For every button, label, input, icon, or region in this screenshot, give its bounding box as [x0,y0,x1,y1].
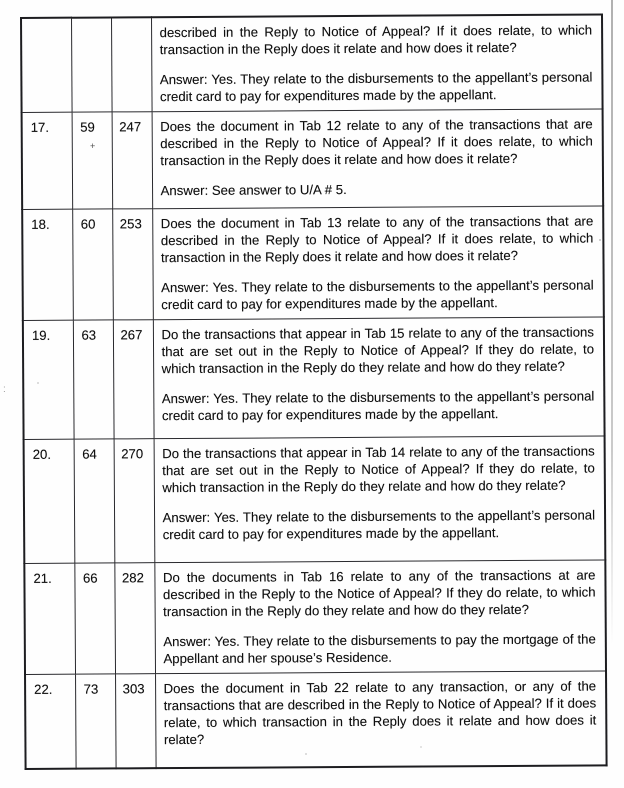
question-paragraph: Does the document in Tab 13 relate to any of the transactions that are described in the Reply to Notice of Appeal? If it does relate, to which transaction in the Reply does it relate and how does it relate? [160,213,594,266]
scan-speck [37,382,39,384]
question-paragraph: Do the transactions that appear in Tab 14 relate to any of the transactions that are set out in the Reply to Notice of Appeal? If they do relate, to which transaction in the Reply do they relate and how do they relate? [162,443,595,496]
ref2-cell: 253 [112,209,153,320]
item-number-cell: 17. [22,112,73,209]
scan-speck [305,753,307,755]
question-cell [151,14,603,111]
ref1-cell: 63 [73,320,114,439]
question-paragraph: described in the Reply to Notice of Appeal? If it does relate, to which transaction in the Reply does it relate and how does it relate? [159,22,593,58]
answer-paragraph: Answer: Yes. They relate to the disbursements to the appellant’s personal credit card to pay for expenditures made by the appellant. [162,507,596,543]
ref2-cell: 270 [114,439,155,563]
question-cell [152,206,604,320]
ref2-cell: 247 [112,112,153,209]
scan-page-edge-line [611,0,613,645]
question-cell [155,671,607,768]
ref2-cell: 267 [113,320,154,439]
scan-stray-mark: + [90,141,96,151]
question-paragraph: Do the documents in Tab 16 relate to any of the transactions at are described in the Reply to the Notice of Appeal? If they do relate, to which transaction in the Reply do they relate and how do they relate? [162,567,596,620]
ref2-cell: 282 [114,563,155,674]
table-row [24,560,606,675]
answer-paragraph: Answer: Yes. They relate to the disbursements to the appellant’s personal credit card to pay for expenditures made by the appellant. [159,69,593,105]
answer-paragraph: Answer: Yes. They relate to the disbursements to the appellant’s personal credit card to pay for expenditures made by the appellant. [161,388,595,424]
ref2-cell [111,17,152,112]
item-number-cell [21,18,72,113]
ref2-cell: 303 [115,674,156,769]
question-paragraph: Does the document in Tab 12 relate to any of the transactions that are described in the Reply to Notice of Appeal? If it does relate, to which transaction in the Reply does it relate and how does it relate? [160,116,593,169]
answer-paragraph: Answer: See answer to U/A # 5. [160,182,347,199]
question-paragraph: Do the transactions that appear in Tab 15 relate to any of the transactions that are set out in the Reply to Notice of Appeal? If they do relate, to which transaction in the Reply do they relate and how do they relate? [161,324,595,377]
table-row [24,436,606,564]
scan-speck [599,239,601,241]
answer-paragraph: Answer: Yes. They relate to the disbursements to the appellant’s personal credit card to pay for expenditures made by the appellant. [161,277,594,313]
ref1-cell [71,17,112,112]
ref1-cell: 73 [75,674,116,769]
answer-paragraph: Answer: Yes. They relate to the disbursements to pay the mortgage of the Appellant and her spouse’s Residence. [163,631,596,667]
ref1-cell: 60 [72,209,113,320]
scan-speck [170,742,172,744]
table-row [25,671,607,769]
question-cell [153,317,605,439]
scan-stray-mark: : [3,384,6,395]
ref1-cell: 66 [74,563,115,674]
qa-table [20,13,608,770]
item-number-cell: 19. [23,320,74,439]
table-row [22,109,604,210]
question-cell [154,560,606,674]
item-number-cell: 21. [24,563,75,674]
item-number-cell: 20. [24,439,75,563]
question-paragraph: Does the document in Tab 22 relate to any transaction, or any of the transactions that are described in the Reply to Notice of Appeal? If it does relate, to which transaction in the Reply does it relate and how does it relate? [163,678,597,748]
ref1-cell: 59 [72,112,113,209]
table-row [23,317,605,440]
item-number-cell: 22. [25,674,76,769]
item-number-cell: 18. [22,209,73,320]
question-cell [154,436,606,563]
scan-speck [420,746,422,748]
ref1-cell: 64 [74,439,115,563]
table-row [21,14,603,112]
answer-paragraph [164,758,596,761]
table-row [22,206,604,321]
question-cell [152,109,604,209]
